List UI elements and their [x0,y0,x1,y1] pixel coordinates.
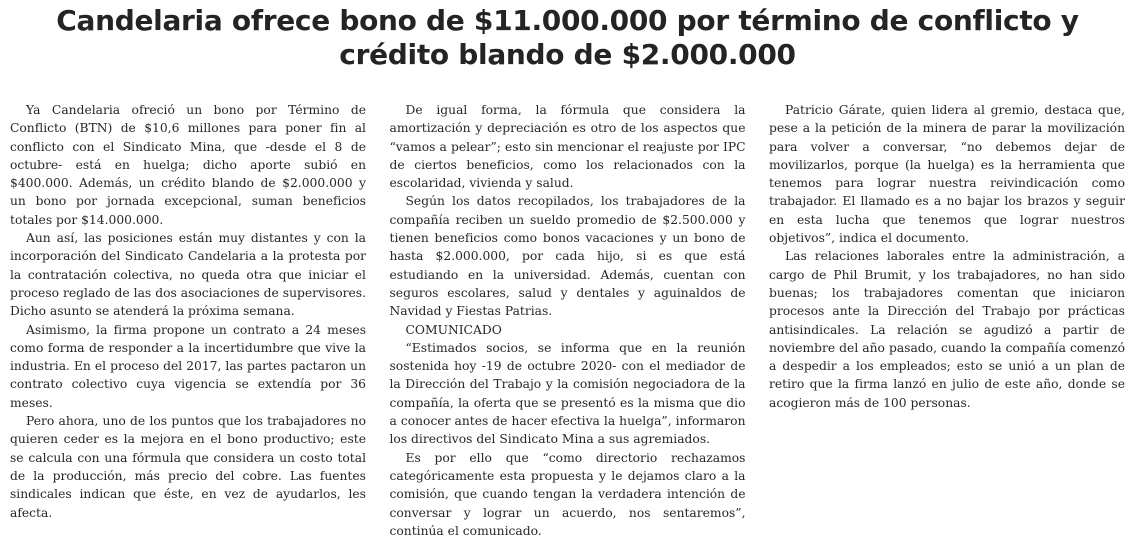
paragraph: Ya Candelaria ofreció un bono por Término de Conflicto (BTN) de $10,6 millones para poner fin al conflicto con el Sindicato Mina, que -desde el 8 de octubre- está en huelga; dicho aporte subió en $400.000. Además, un crédito blando de $2.000.000 y un bono por jornada excepcional, suman beneficios totales por $14.000.000. [10,103,366,227]
paragraph: Aun así, las posiciones están muy distantes y con la incorporación del Sindicato Candelaria a la protesta por la contratación colectiva, no queda otra que iniciar el proceso reglado de las dos asociaciones de supervisores. Dicho asunto se atenderá la próxima semana. [10,231,366,319]
paragraph: De igual forma, la fórmula que considera la amortización y depreciación es otro de los aspectos que “vamos a pelear”; esto sin mencionar el reajuste por IPC de ciertos beneficios, como los relacionados con la escolaridad, vivienda y salud. [389,103,746,191]
article-body [10,101,1125,540]
paragraph: Las relaciones laborales entre la administración, a cargo de Phil Brumit, y los trabajadores, no han sido buenas; los trabajadores comentan que iniciaron procesos ante la Dirección del Trabajo por prácticas antisindicales. La relación se agudizó a partir de noviembre del año pasado, cuando la compañía comenzó a despedir a los empleados; esto se unió a un plan de retiro que la firma lanzó en julio de este año, donde se acogieron más de 100 personas. [769,249,1125,410]
headline: Candelaria ofrece bono de $11.000.000 por término de conflicto y crédito blando de $2.000.000 [56,4,1079,71]
column-1 [10,101,366,540]
paragraph: Asimismo, la firma propone un contrato a 24 meses como forma de responder a la incertidumbre que vive la industria. En el proceso del 2017, las partes pactaron un contrato colectivo cuya vigencia se extendía por 36 meses. [10,322,366,410]
paragraph: Es por ello que “como directorio rechazamos categóricamente esta propuesta y le dejamos claro a la comisión, que cuando tengan la verdadera intención de conversar y lograr un acuerdo, nos sentaremos”, continúa el comunicado. [389,450,746,538]
paragraph: Patricio Gárate, quien lidera al gremio, destaca que, pese a la petición de la minera de parar la movilización para volver a conversar, “no debemos dejar de movilizarlos, porque (la huelga) es la herramienta que tenemos para lograr nuestra reivindicación como trabajador. El llamado es a no bajar los brazos y seguir en esta lucha que tenemos que lograr nuestros objetivos”, indica el documento. [769,103,1125,246]
paragraph: “Estimados socios, se informa que en la reunión sostenida hoy -19 de octubre 2020- con el mediador de la Dirección del Trabajo y la comisión negociadora de la compañía, la oferta que se presentó es la misma que dio a conocer antes de hacer efectiva la huelga”, informaron los directivos del Sindicato Mina a sus agremiados. [389,340,746,447]
column-2 [390,101,746,540]
column-3 [769,101,1125,540]
paragraph: Pero ahora, uno de los puntos que los trabajadores no quieren ceder es la mejora en el bono productivo; este se calcula con una fórmula que considera un costo total de la producción, más precio del cobre. Las fuentes sindicales indican que éste, en vez de ayudarlos, les afecta. [10,414,366,520]
section-subheading: COMUNICADO [405,322,502,337]
paragraph: Según los datos recopilados, los trabajadores de la compañía reciben un sueldo promedio de $2.500.000 y tienen beneficios como bonos vacaciones y un bono de hasta $2.000.000, por cada hijo, si es que está estudiando en la universidad. Además, cuentan con seguros escolares, salud y dentales y aguinaldos de Navidad y Fiestas Patrias. [389,194,746,319]
